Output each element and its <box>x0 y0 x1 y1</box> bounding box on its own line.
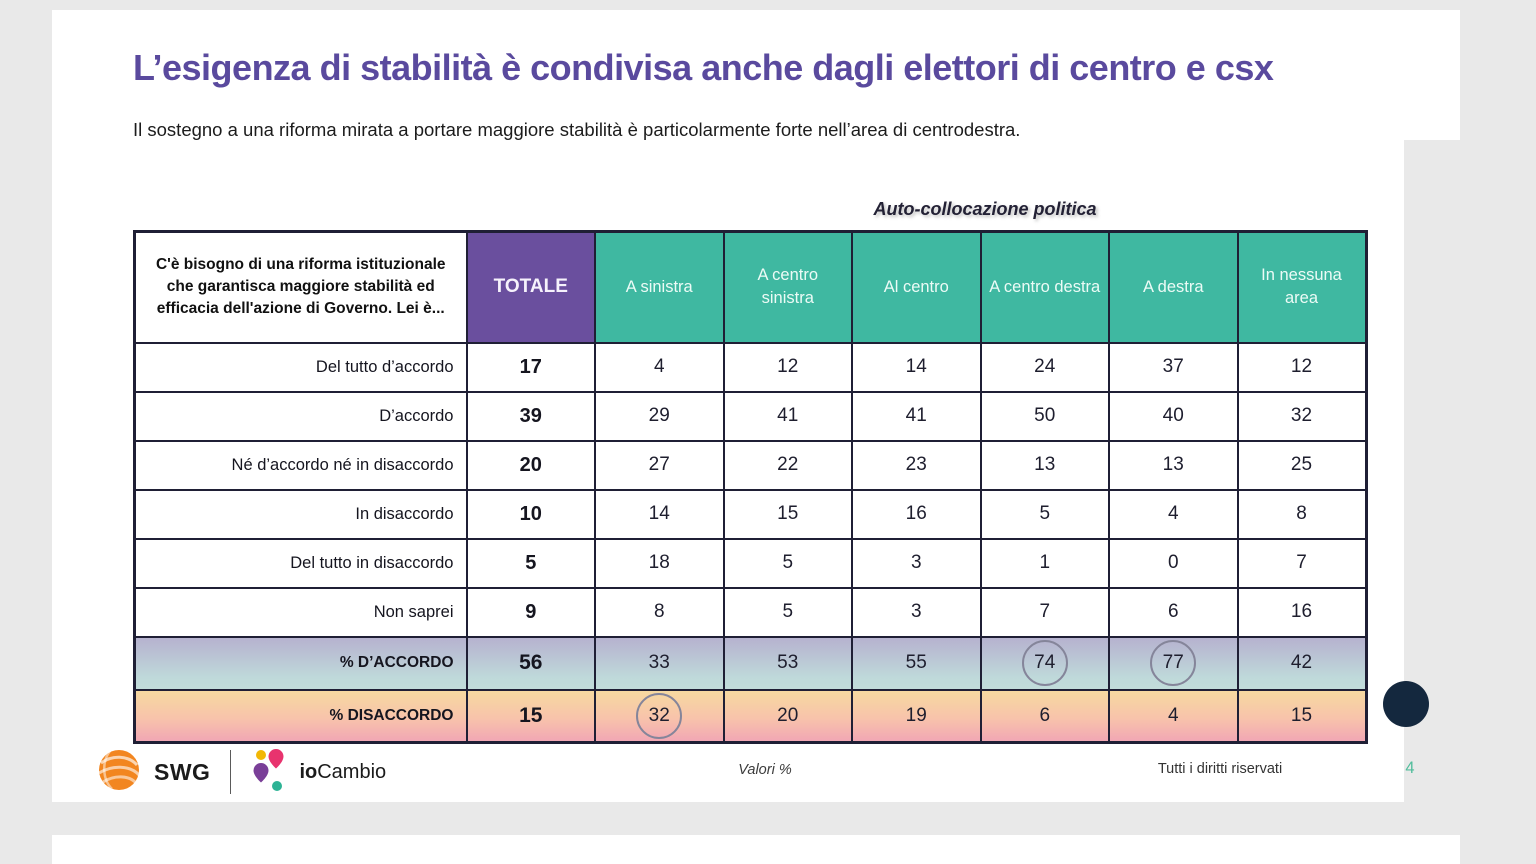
summary-row-disagree <box>135 690 1367 743</box>
swg-logo-text: SWG <box>154 758 211 785</box>
table-cell: 3 <box>852 588 981 637</box>
table-cell: 6 <box>1109 588 1238 637</box>
row-label: Del tutto d’accordo <box>135 343 467 392</box>
iocambio-io: io <box>299 760 318 783</box>
table-row <box>135 490 1367 539</box>
table-cell: 4 <box>595 343 724 392</box>
table-cell: 9 <box>467 588 596 637</box>
table-cell: 16 <box>852 490 981 539</box>
table-cell: 23 <box>852 441 981 490</box>
swg-logo-icon <box>96 747 142 798</box>
row-label: Né d’accordo né in disaccordo <box>135 441 467 490</box>
table-cell: 7 <box>981 588 1110 637</box>
table-row <box>135 588 1367 637</box>
table-cell: 41 <box>852 392 981 441</box>
table-row <box>135 392 1367 441</box>
table-cell: 0 <box>1109 539 1238 588</box>
table-cell: 20 <box>724 690 853 743</box>
table-cell <box>981 637 1110 690</box>
slide-title: L’esigenza di stabilità è condivisa anche dagli elettori di centro e csx <box>133 47 1274 88</box>
table-cell: 14 <box>595 490 724 539</box>
col-header-totale: TOTALE <box>467 232 596 343</box>
row-label: % DISACCORDO <box>135 690 467 743</box>
table-cell: 19 <box>852 690 981 743</box>
table-cell: 6 <box>981 690 1110 743</box>
table-cell: 20 <box>467 441 596 490</box>
row-label: Non saprei <box>135 588 467 637</box>
table-cell: 8 <box>1238 490 1367 539</box>
table-cell: 5 <box>981 490 1110 539</box>
table-cell: 16 <box>1238 588 1367 637</box>
table-cell: 15 <box>1238 690 1367 743</box>
slide-subtitle: Il sostegno a una riforma mirata a portare maggiore stabilità è particolarmente forte nell’area di centrodestra. <box>133 119 1021 140</box>
iocambio-logo-icon <box>251 747 287 798</box>
iocambio-cambio: Cambio <box>317 760 387 783</box>
table-cell: 18 <box>595 539 724 588</box>
highlight-circle: 77 <box>1150 640 1196 686</box>
table-row <box>135 539 1367 588</box>
table-cell: 7 <box>1238 539 1367 588</box>
col-header-al-centro: Al centro <box>852 232 981 343</box>
table-cell: 3 <box>852 539 981 588</box>
table-cell: 10 <box>467 490 596 539</box>
next-slide-preview <box>52 835 1460 864</box>
table-cell: 8 <box>595 588 724 637</box>
table-cell: 25 <box>1238 441 1367 490</box>
table-cell: 33 <box>595 637 724 690</box>
table-cell: 5 <box>724 539 853 588</box>
table-cell: 53 <box>724 637 853 690</box>
col-header-a-centro-destra: A centro destra <box>981 232 1110 343</box>
column-group-label: Auto-collocazione politica <box>873 199 1097 219</box>
footer-divider <box>230 750 231 794</box>
table-row <box>135 441 1367 490</box>
table-cell: 5 <box>467 539 596 588</box>
table-cell: 37 <box>1109 343 1238 392</box>
table-cell <box>1109 637 1238 690</box>
col-header-a-sinistra: A sinistra <box>595 232 724 343</box>
floating-annotation-dot[interactable] <box>1383 681 1429 727</box>
highlight-circle: 32 <box>636 693 682 739</box>
rights-reserved: Tutti i diritti riservati <box>1157 761 1283 777</box>
col-header-in-nessuna-area: In nessuna area <box>1238 232 1367 343</box>
row-label: In disaccordo <box>135 490 467 539</box>
table-cell: 27 <box>595 441 724 490</box>
table-cell: 55 <box>852 637 981 690</box>
table-cell: 40 <box>1109 392 1238 441</box>
row-label: D’accordo <box>135 392 467 441</box>
table-header-row <box>135 232 1367 343</box>
table-cell: 4 <box>1109 690 1238 743</box>
table-cell: 29 <box>595 392 724 441</box>
table-cell: 32 <box>1238 392 1367 441</box>
table-cell: 5 <box>724 588 853 637</box>
table-cell: 15 <box>467 690 596 743</box>
table-cell: 15 <box>724 490 853 539</box>
question-header-cell: C'è bisogno di una riforma istituzionale che garantisca maggiore stabilità ed efficacia dell'azione di Governo. Lei è... <box>135 232 467 343</box>
table-cell: 1 <box>981 539 1110 588</box>
table-row <box>135 343 1367 392</box>
table-cell: 12 <box>724 343 853 392</box>
table-cell <box>595 690 724 743</box>
table-cell: 24 <box>981 343 1110 392</box>
table-cell: 17 <box>467 343 596 392</box>
page-number: 4 <box>1405 759 1415 777</box>
footer-logos <box>96 745 386 799</box>
table-cell: 13 <box>1109 441 1238 490</box>
table-cell: 42 <box>1238 637 1367 690</box>
table-cell: 14 <box>852 343 981 392</box>
values-note: Valori % <box>738 762 792 778</box>
table-cell: 12 <box>1238 343 1367 392</box>
table-cell: 13 <box>981 441 1110 490</box>
summary-row-agree <box>135 637 1367 690</box>
col-header-a-centro-sinistra: A centro sinistra <box>724 232 853 343</box>
row-label: Del tutto in disaccordo <box>135 539 467 588</box>
iocambio-logo-text <box>299 761 386 784</box>
table-cell: 50 <box>981 392 1110 441</box>
highlight-circle: 74 <box>1022 640 1068 686</box>
table-cell: 39 <box>467 392 596 441</box>
table-cell: 4 <box>1109 490 1238 539</box>
table-cell: 56 <box>467 637 596 690</box>
survey-table <box>133 230 1368 744</box>
row-label: % D’ACCORDO <box>135 637 467 690</box>
table-cell: 41 <box>724 392 853 441</box>
table-cell: 22 <box>724 441 853 490</box>
col-header-a-destra: A destra <box>1109 232 1238 343</box>
